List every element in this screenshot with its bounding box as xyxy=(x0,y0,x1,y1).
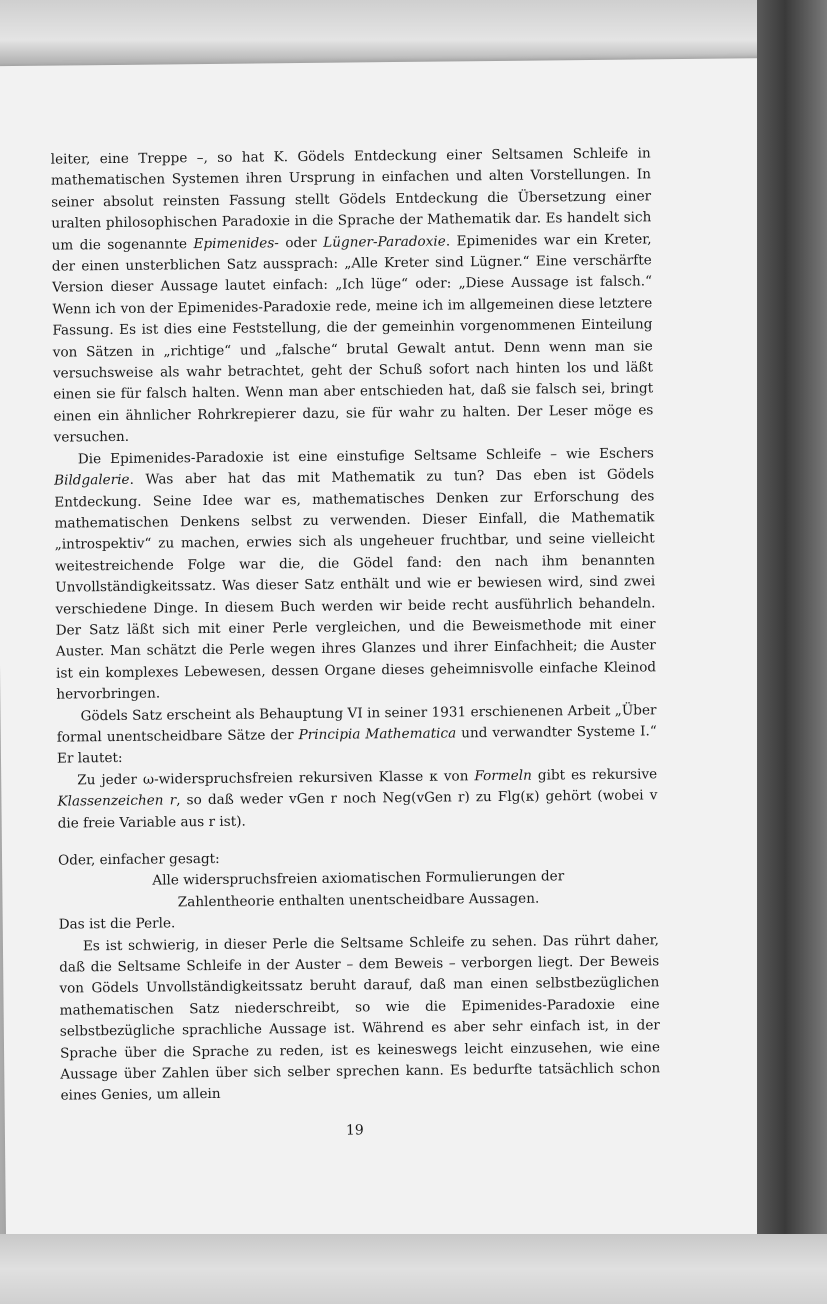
page-text xyxy=(51,143,661,1107)
connector-text: oder xyxy=(278,234,324,251)
simpler-intro: Oder, einfacher gesagt: xyxy=(57,850,220,869)
theorem-statement xyxy=(57,764,658,834)
paragraph-2-end: . Was aber hat das mit Mathematik zu tun? Das eben ist Gödels Entdeckung. Seine Idee war es, mathematisches Denken zur Erforschung des mathematischen Denkens selbst zu verwenden. Dieser Einfall, die Mathematik „introspektiv“ zu machen, erwies sich als ungeheuer fruchtbar, und seine vielleicht weitestreichende Folge war die, die Gödel fand: den nach ihm benannten Unvollständigkeitssatz. Was dieser Satz enthält und wie er bewiesen wird, sind zwei verschiedene Dinge. In diesem Buch werden wir beide recht ausführlich behandeln. Der Satz läßt sich mit einer Perle vergleichen, und die Beweismethode mit einer Auster. Man schätzt die Perle wegen ihres Glanzes und ihrer Einfachheit; die Auster ist ein komplexes Lebewesen, dessen Organe dieses geheimnisvolle einfache Kleinod hervorbringen. xyxy=(54,466,657,703)
theorem-part-3: , so daß weder vGen r noch Neg(vGen r) zu Flg(κ) gehört (wobei v die freie Variable aus r ist). xyxy=(57,787,658,832)
paragraph-1-end: . Epimenides war ein Kreter, der einen unsterblichen Satz aussprach: „Alle Kreter sind Lügner.“ Eine verschärfte Version dieser Aussage lautet einfach: „Ich lüge“ oder: „Diese Aussage ist falsch.“ Wenn ich von der Epimenides-Paradoxie rede, meine ich im allgemeinen diese letztere Fassung. Es ist dies eine Feststellung, die der gemeinhin vorgenommenen Einteilung von Sätzen in „richtige“ und „falsche“ brutal Gewalt antut. Denn wenn man sie versuchsweise als wahr betrachtet, geht der Schuß sofort nach hinten los und läßt einen sie für falsch halten. Wenn man aber entschieden hat, daß sie falsch sei, bringt einen ein ähnlicher Rohrkrepierer dazu, sie für wahr zu halten. Der Leser möge es versuchen. xyxy=(51,230,654,446)
theorem-part-2: gibt es rekursive xyxy=(531,766,658,784)
paragraph-2 xyxy=(54,443,657,706)
principia-title: Principia Mathematica xyxy=(298,725,457,744)
pearl-line: Das ist die Perle. xyxy=(58,915,176,933)
page-number: 19 xyxy=(345,1122,364,1139)
paragraph-last: Es ist schwierig, in dieser Perle die Seltsame Schleife zu sehen. Das rührt daher, daß die Seltsame Schleife in der Auster – dem Beweis – verborgen liegt. Der Beweis von Gödels Unvollständigkeitssatz beruht darauf, daß man einen selbstbezüglichen mathematischen Satz niederschreibt, so wie die Epimenides-Paradoxie eine selbstbezügliche sprachliche Aussage ist. Während es aber sehr einfach ist, in der Sprache über die Sprache zu reden, ist es keineswegs leicht einzusehen, wie eine Aussage über Zahlen über sich selber sprechen kann. Es bedurfte tatsächlich schon eines Genies, um allein xyxy=(59,931,661,1105)
theorem-formeln: Formeln xyxy=(474,767,532,785)
paragraph-3-end: und verwandter Systeme I.“ Er lautet: xyxy=(56,723,657,767)
paragraph-1 xyxy=(51,143,654,449)
paragraph-3-start: Gödels Satz erscheint als Behauptung VI in seiner 1931 erschienenen Arbeit „Über formal unentscheidbare Sätze der xyxy=(56,701,657,746)
book-page xyxy=(0,58,776,1246)
incompleteness-quote: Alle widerspruchsfreien axiomatischen Formulierungen der Zahlentheorie enthalten unentscheidbare Aussagen. xyxy=(152,868,565,911)
paragraph-2-start: Die Epimenides-Paradoxie ist eine einstufige Seltsame Schleife – wie Eschers xyxy=(77,445,654,468)
book-spine-shadow xyxy=(757,0,827,1304)
paragraph-3 xyxy=(56,700,657,770)
epimenides-term: Epimenides- xyxy=(193,234,279,252)
liar-paradox-term: Lügner-Paradoxie xyxy=(323,233,446,251)
theorem-part-1: Zu jeder ω-widerspruchsfreien rekursiven Klasse κ von xyxy=(77,768,475,789)
scan-bottom-edge xyxy=(0,1234,827,1304)
bildgalerie-term: Bildgalerie xyxy=(53,471,130,489)
paragraph-1-text: leiter, eine Treppe –, so hat K. Gödels Entdeckung einer Seltsamen Schleife in mathematischen Systemen ihren Ursprung in einfachen und alten Vorstellungen. In seiner absolut reinsten Fassung stellt Gödels Entdeckung die Übersetzung einer uralten philosophischen Paradoxie in die Sprache der Mathematik dar. Es handelt sich um die sogenannte xyxy=(50,145,652,254)
theorem-klassenzeichen: Klassenzeichen r xyxy=(57,792,177,810)
